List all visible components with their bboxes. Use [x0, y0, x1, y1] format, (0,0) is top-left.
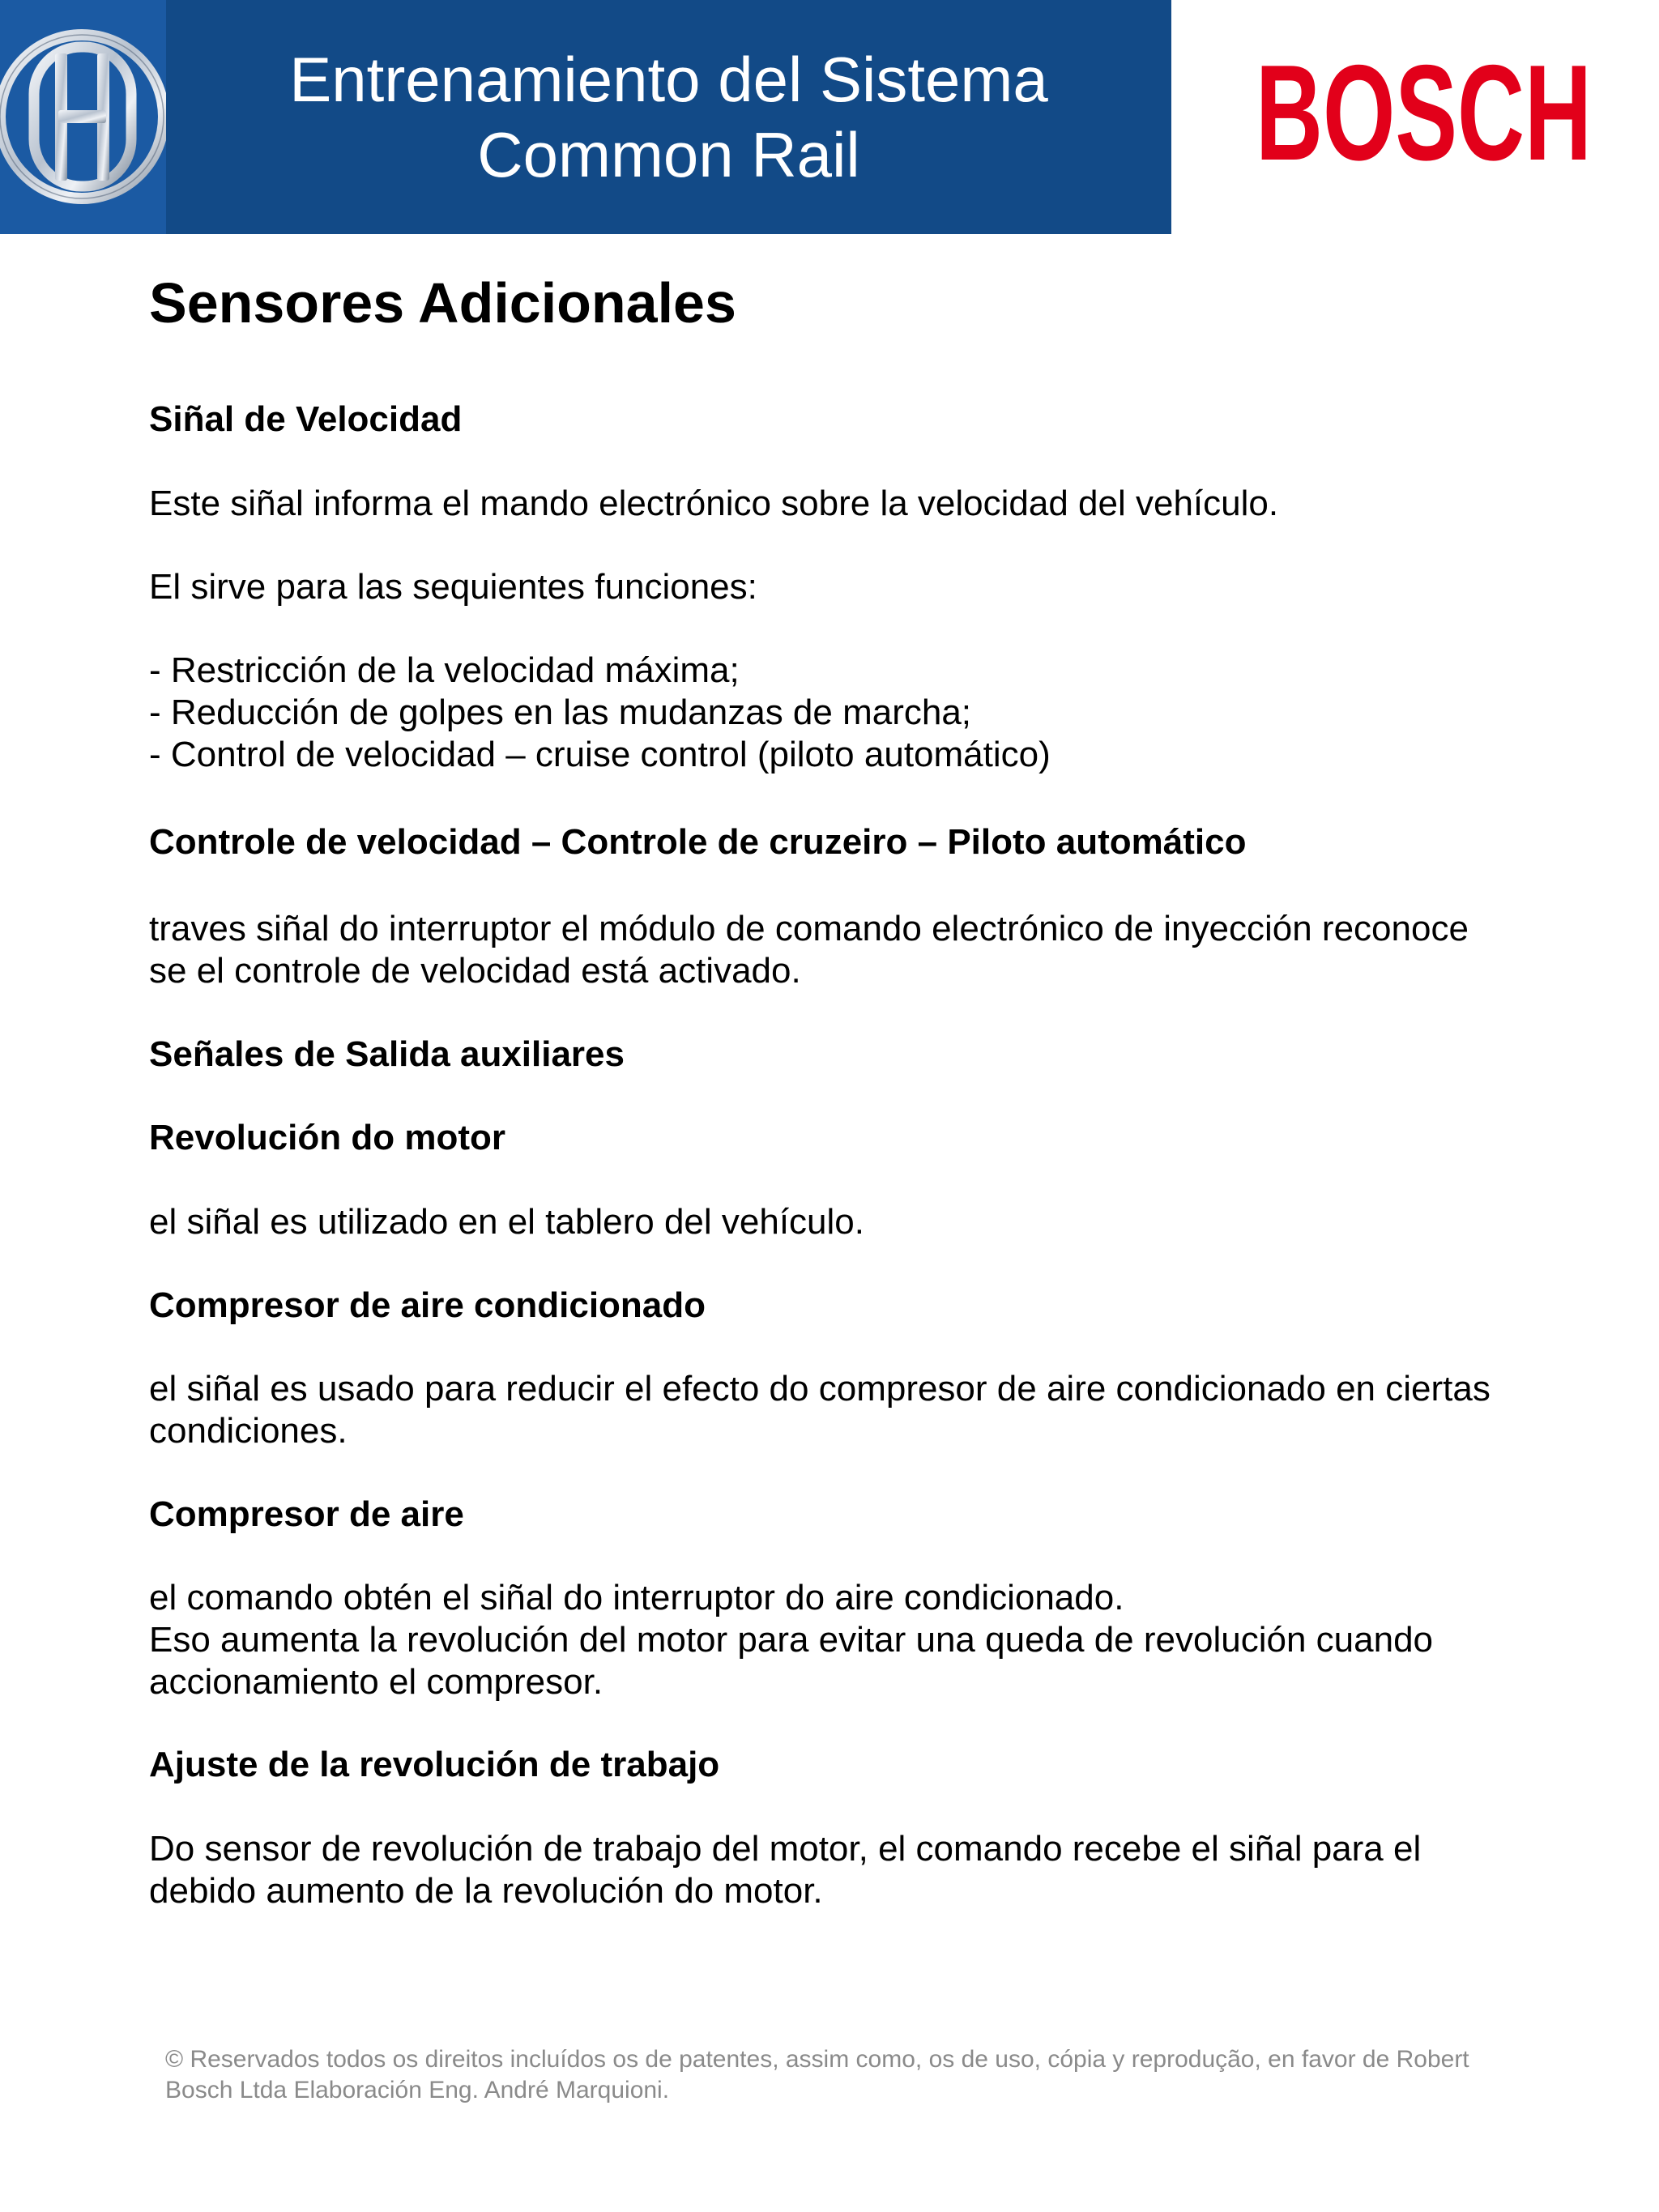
header-title-line-1: Entrenamiento del Sistema — [289, 44, 1048, 115]
bosch-wordmark-graphic — [1256, 50, 1592, 178]
speed-signal-functions-intro: El sirve para las sequientes funciones: — [149, 567, 757, 607]
section-heading-engine-speed: Revolución do motor — [149, 1118, 505, 1157]
copyright-footer — [165, 2044, 1542, 2106]
paragraph-line: debido aumento de la revolución do motor. — [149, 1871, 823, 1911]
engine-speed-text — [149, 1201, 1575, 1243]
footer-line-1: © Reservados todos os direitos incluídos os de patentes, assim como, os de uso, cópia y reprodução, en favor de Robert — [165, 2046, 1469, 2073]
paragraph-line: el siñal es utilizado en el tablero del vehículo. — [149, 1202, 864, 1242]
paragraph-line: traves siñal do interruptor el módulo de comando electrónico de inyección reconoce — [149, 909, 1469, 948]
list-item: - Restricción de la velocidad máxima; — [149, 650, 740, 690]
section-heading-cruise-control: Controle de velocidad – Controle de cruzeiro – Piloto automático — [149, 822, 1247, 862]
footer-line-2: Bosch Ltda Elaboración Eng. André Marquioni. — [165, 2077, 670, 2103]
bosch-wordmark — [1256, 50, 1592, 178]
section-heading-auxiliary-outputs: Señales de Salida auxiliares — [149, 1034, 625, 1074]
cruise-control-text — [149, 908, 1575, 992]
paragraph-line: Do sensor de revolución de trabajo del motor, el comando recebe el siñal para el — [149, 1829, 1422, 1869]
paragraph-line: se el controle de velocidad está activado. — [149, 951, 801, 991]
working-speed-text — [149, 1828, 1575, 1912]
section-heading-speed-signal: Siñal de Velocidad — [149, 399, 463, 439]
list-item: - Control de velocidad – cruise control (piloto automático) — [149, 735, 1051, 774]
paragraph-line: accionamiento el compresor. — [149, 1662, 603, 1702]
ac-compressor-text — [149, 1368, 1575, 1452]
paragraph-line: el siñal es usado para reducir el efecto do compresor de aire condicionado en ciertas — [149, 1369, 1491, 1409]
paragraph-line: Eso aumenta la revolución del motor para evitar una queda de revolución cuando — [149, 1620, 1434, 1660]
paragraph-line: condiciones. — [149, 1411, 348, 1451]
bosch-armature-icon — [0, 16, 166, 219]
page-header — [0, 0, 1171, 234]
paragraph-line: el comando obtén el siñal do interruptor do aire condicionado. — [149, 1578, 1124, 1617]
section-heading-working-speed: Ajuste de la revolución de trabajo — [149, 1745, 720, 1784]
bosch-wordmark-text: BOSCH — [1256, 50, 1592, 178]
logo-panel — [0, 0, 166, 234]
page-title: Sensores Adicionales — [149, 271, 736, 335]
function-list — [149, 650, 1575, 776]
section-heading-air-compressor: Compresor de aire — [149, 1494, 464, 1534]
header-title-line-2: Common Rail — [477, 119, 860, 190]
air-compressor-text — [149, 1577, 1575, 1703]
section-heading-ac-compressor: Compresor de aire condicionado — [149, 1285, 706, 1325]
speed-signal-intro: Este siñal informa el mando electrónico sobre la velocidad del vehículo. — [149, 484, 1279, 523]
list-item: - Reducción de golpes en las mudanzas de marcha; — [149, 693, 972, 732]
header-title — [166, 42, 1171, 193]
